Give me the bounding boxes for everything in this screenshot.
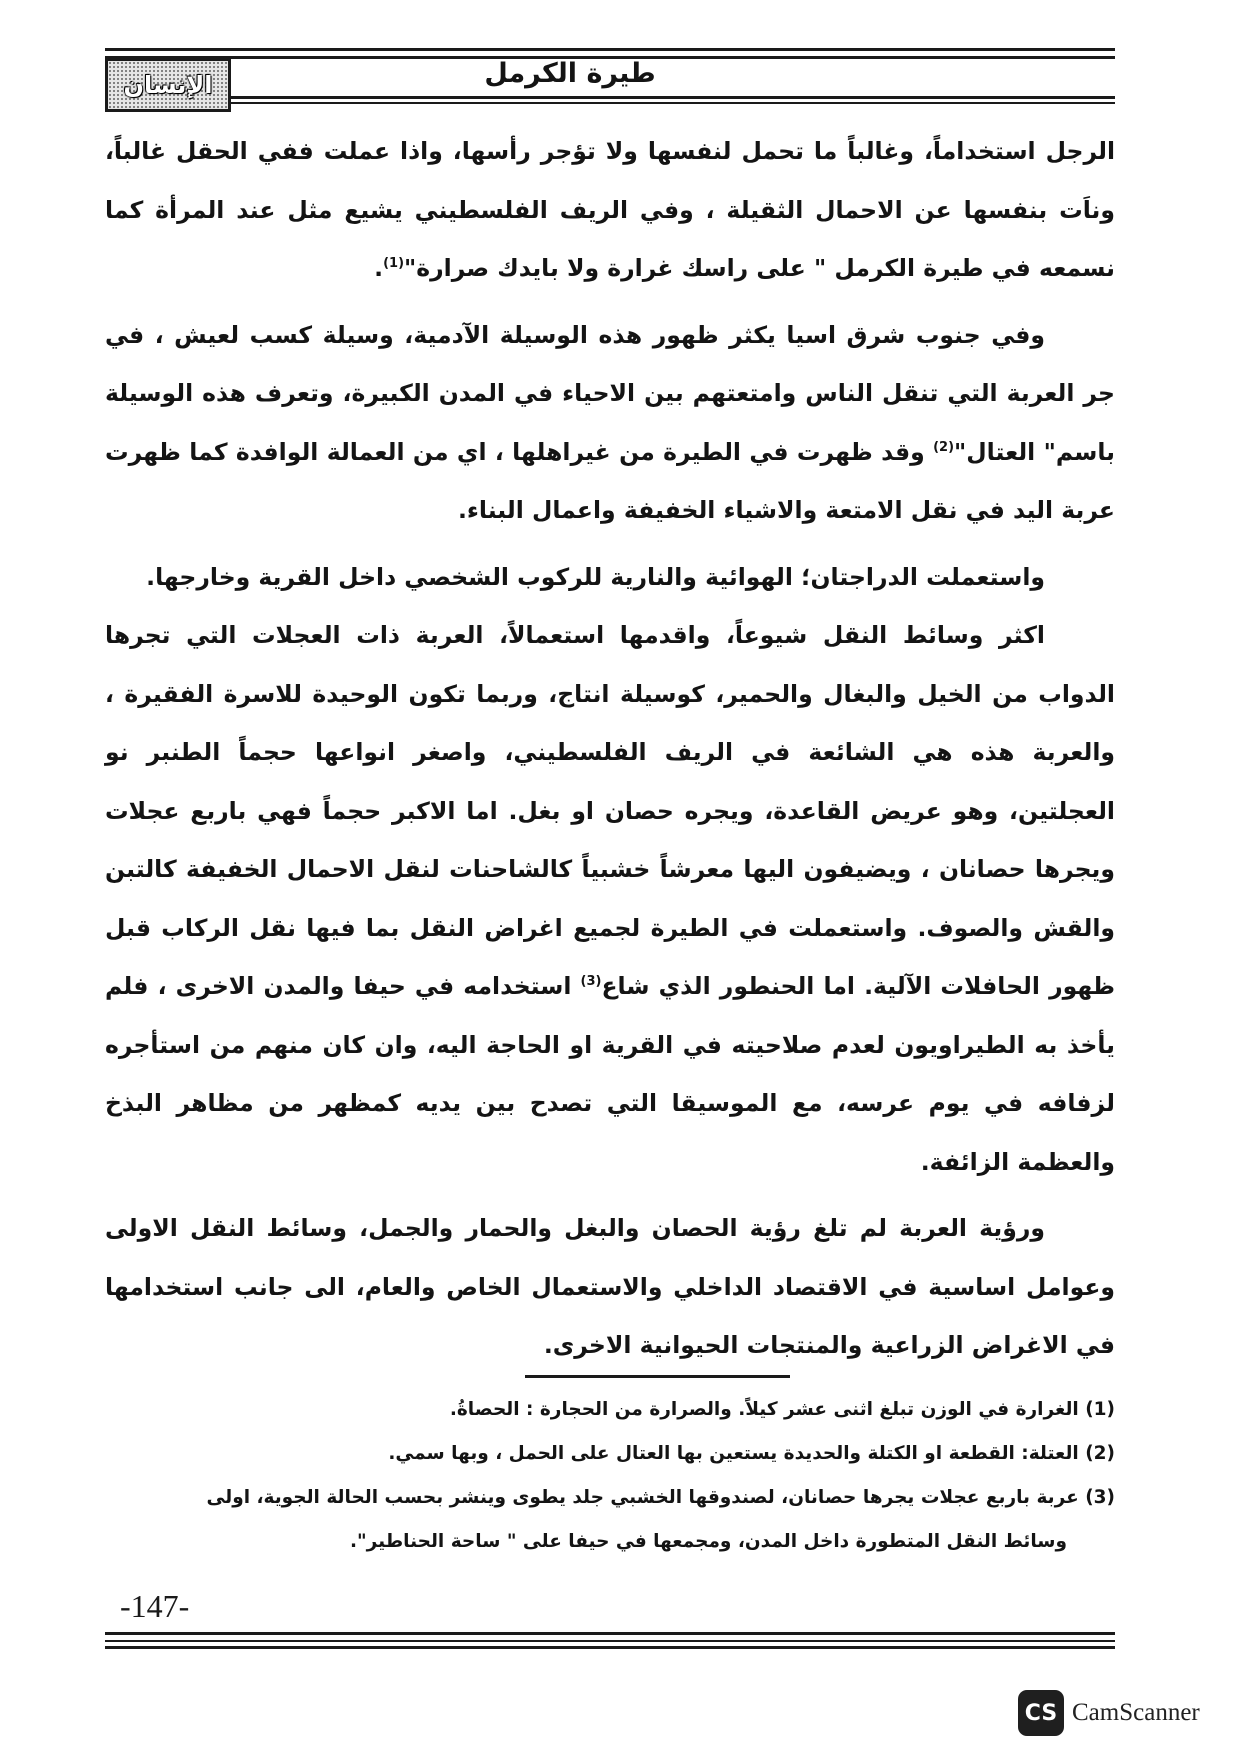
- paragraph-4-text-cont: استخدامه في حيفا والمدن الاخرى ، فلم يأخذ به الطيراويون لعدم صلاحيته في القرية او الحاجة اليه، وان كان منهم من استأجره لزفافه في يوم عرسه، مع الموسيقا التي تصدح بين يديه كمظهر من مظاهر البذخ والعظمة الزائفة.: [105, 972, 1115, 1176]
- paragraph-4-text: اكثر وسائط النقل شيوعاً، واقدمها استعمالاً، العربة ذات العجلات التي تجرها الدواب من الخيل والبغال والحمير، كوسيلة انتاج، وربما تكون الوحيدة للاسرة الفقيرة ، والعربة هذه هي الشائعة في الريف الفلسطيني، واصغر انواعها حجماً الطنبر نو العجلتين، وهو عريض القاعدة، ويجره حصان او بغل. اما الاكبر حجماً فهي باربع عجلات ويجرها حصانان ، ويضيفون اليها معرشاً خشبياً كالشاحنات لنقل الاحمال الخفيفة كالتبن والقش والصوف. واستعملت في الطيرة لجميع اغراض النقل بما فيها نقل الركاب قبل ظهور الحافلات الآلية. اما الحنطور الذي شاع: [105, 621, 1115, 1000]
- footer-rule-bottom: [105, 1646, 1115, 1649]
- paragraph-5: ورؤية العربة لم تلغ رؤية الحصان والبغل والحمار والجمل، وسائط النقل الاولى وعوامل اساسية في الاقتصاد الداخلي والاستعمال الخاص والعام، الى جانب استخدامها في الاغراض الزراعية والمنتجات الحيوانية الاخرى.: [105, 1214, 1115, 1359]
- paragraph-4: [105, 606, 1115, 1191]
- footnote-ref-3: (3): [580, 974, 602, 990]
- header-rule-bottom: [105, 102, 1115, 104]
- paragraph-1-text: الرجل استخداماً، وغالباً ما تحمل لنفسها ولا تؤجر رأسها، واذا عملت ففي الحقل غالباً، وناَت بنفسها عن الاحمال الثقيلة ، وفي الريف الفلسطيني يشيع مثل عند المرأة كما نسمعه في طيرة الكرمل " على راسك غرارة ولا بايدك صرارة": [105, 137, 1115, 282]
- paragraph-1-end: .: [374, 254, 384, 282]
- footer-rule-middle: [105, 1640, 1115, 1642]
- footnote-ref-1: (1): [383, 256, 405, 272]
- body-text: [105, 122, 1115, 1375]
- paragraph-3: واستعملت الدراجتان؛ الهوائية والنارية للركوب الشخصي داخل القرية وخارجها.: [146, 562, 1045, 591]
- header-rule-third: [105, 96, 1115, 99]
- footnote-separator: [525, 1375, 790, 1378]
- footer-rule-top: [105, 1632, 1115, 1635]
- footer-rules: [105, 1632, 1115, 1652]
- series-badge: الإنسان: [105, 58, 231, 112]
- footnote-1: (1) الغرارة في الوزن تبلغ اثنى عشر كيلاً. والصرارة من الحجارة : الحصاةُ.: [449, 1399, 1115, 1420]
- footnotes: [105, 1388, 1115, 1564]
- footnote-3-continued: وسائط النقل المتطورة داخل المدن، ومجمعها في حيفا على " ساحة الحناطير".: [350, 1531, 1067, 1552]
- header-rule-top: [105, 48, 1115, 51]
- footnote-2: (2) العتلة: القطعة او الكتلة والحديدة يستعين بها العتال على الحمل ، وبها سمي.: [388, 1443, 1115, 1464]
- footnote-3: (3) عربة باربع عجلات يجرها حصانان، لصندوقها الخشبي جلد يطوى وينشر بحسب الحالة الجوية، اولى: [206, 1487, 1115, 1508]
- paragraph-2-text: وفي جنوب شرق اسيا يكثر ظهور هذه الوسيلة الآدمية، وسيلة كسب لعيش ، في جر العربة التي تنقل الناس وامتعتهم بين الاحياء في المدن الكبيرة، وتعرف هذه الوسيلة باسم" العتال": [105, 320, 1116, 466]
- page-number: -147-: [120, 1588, 190, 1624]
- running-title: طيرة الكرمل: [484, 58, 656, 89]
- camscanner-logo-icon: CS: [1018, 1690, 1064, 1736]
- paragraph-1: [105, 122, 1115, 298]
- camscanner-name: CamScanner: [1072, 1699, 1200, 1726]
- paragraph-2-text-cont: وقد ظهرت في الطيرة من غيراهلها ، اي من العمالة الوافدة كما ظهرت عربة اليد في نقل الامتعة والاشياء الخفيفة واعمال البناء.: [105, 437, 1115, 524]
- paragraph-2: [105, 306, 1115, 540]
- footnote-ref-2: (2): [933, 439, 955, 455]
- camscanner-watermark: [1018, 1690, 1200, 1736]
